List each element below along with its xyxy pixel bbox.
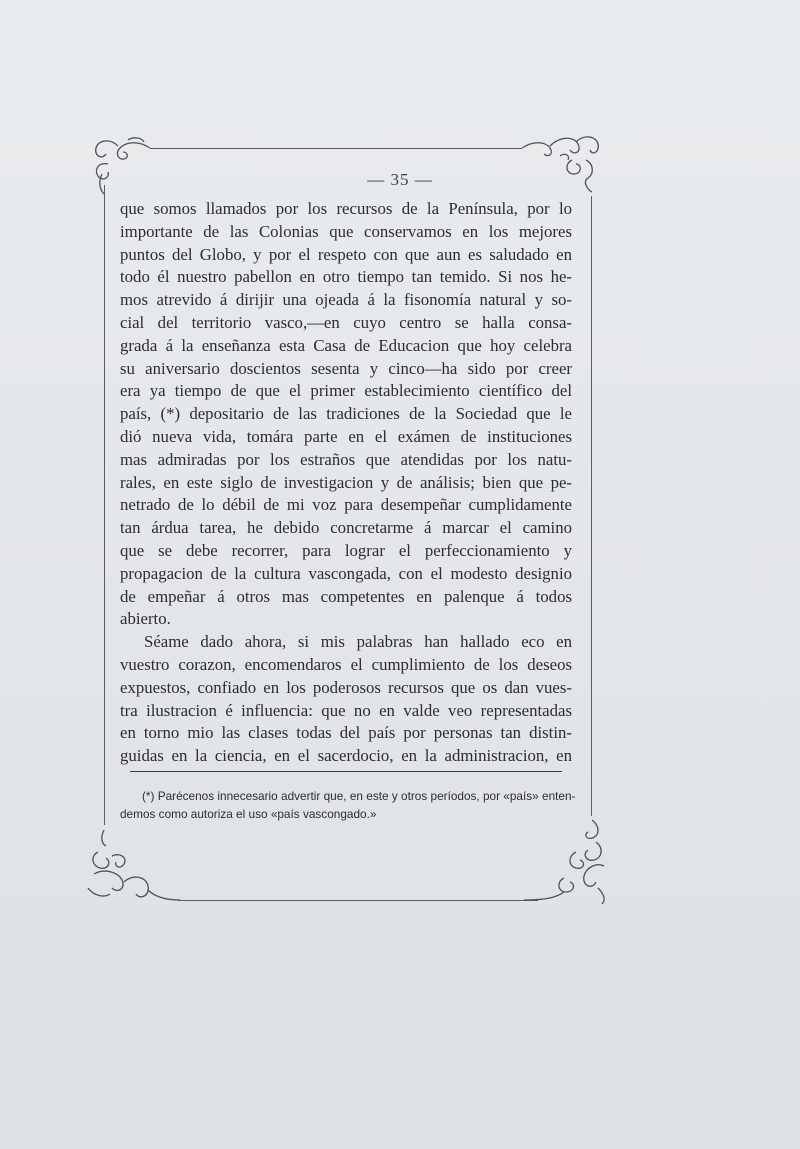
text-line: guidas en la ciencia, en el sacerdocio, en la administracion, en [120, 746, 572, 766]
body-text [120, 198, 572, 768]
text-line: netrado de lo débil de mi voz para desempeñar cumplidamente [120, 495, 572, 515]
text-line: mas admiradas por los estraños que atendidas por los natu- [120, 449, 572, 469]
text-line: vuestro corazon, encomendaros el cumplimiento de los deseos [120, 654, 572, 674]
text-line: todo él nuestro pabellon en otro tiempo tan temido. Si nos he- [120, 267, 572, 287]
text-line: expuestos, confiado en los poderosos recursos que os dan vues- [120, 677, 572, 697]
text-line: tan árdua tarea, he debido concretarme á marcar el camino [120, 518, 572, 538]
text-line: que se debe recorrer, para lograr el perfeccionamiento y [120, 540, 572, 560]
text-line: importante de las Colonias que conservamos en los mejores [120, 221, 572, 241]
footnote-divider [130, 771, 562, 772]
top-frame-rule [150, 148, 522, 149]
text-line: rales, en este siglo de investigacion y de análisis; bien que pe- [120, 472, 572, 492]
text-line: dió nueva vida, tomára parte en el exámen de instituciones [120, 426, 572, 446]
text-line: que somos llamados por los recursos de la Península, por lo [120, 199, 572, 218]
page-number: — 35 — [367, 170, 433, 189]
bottom-left-flourish-icon [84, 826, 184, 906]
text-line: Séame dado ahora, si mis palabras han hallado eco en [144, 632, 572, 652]
text-line: tra ilustracion é influencia: que no en valde veo representadas [120, 700, 572, 720]
text-line: cial del territorio vasco,—en cuyo centro se halla consa- [120, 312, 572, 332]
right-frame-rule [591, 196, 592, 816]
text-line: propagacion de la cultura vascongada, con el modesto designio [120, 563, 572, 583]
text-line: de empeñar á otros mas competentes en palenque á todos [120, 586, 572, 606]
text-line: país, (*) depositario de las tradiciones de la Sociedad que le [120, 404, 572, 424]
text-line: su aniversario doscientos sesenta y cinco—ha sido por creer [120, 358, 572, 378]
text-line: puntos del Globo, y por el respeto con que aun es saludado en [120, 244, 572, 264]
footnote-line: (*) Parécenos innecesario advertir que, en este y otros períodos, por «país» enten- [142, 789, 576, 803]
bottom-frame-rule [178, 900, 538, 901]
footnote [120, 787, 576, 823]
left-frame-rule [104, 185, 105, 825]
footnote-line: demos como autoriza el uso «país vascongado.» [120, 807, 377, 821]
text-line: grada á la enseñanza esta Casa de Educacion que hoy celebra [120, 335, 572, 355]
text-line: mos atrevido á dirijir una ojeada á la fisonomía natural y so- [120, 290, 572, 310]
text-line: abierto. [120, 609, 171, 629]
bottom-right-flourish-icon [520, 816, 612, 906]
text-line: era ya tiempo de que el primer establecimiento científico del [120, 381, 572, 401]
text-line: en torno mio las clases todas del país por personas tan distin- [120, 723, 572, 743]
